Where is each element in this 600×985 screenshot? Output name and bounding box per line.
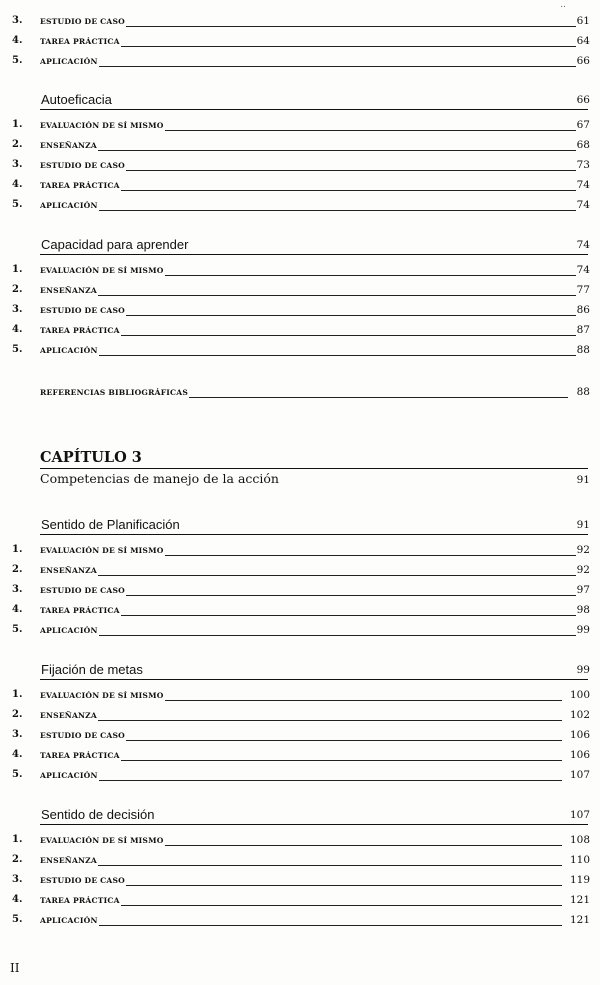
section-page: 66 — [576, 94, 590, 106]
entry-label: ENSEÑANZA — [40, 566, 98, 575]
entry-label: APLICACIÓN — [40, 916, 98, 925]
entry-page: 64 — [576, 35, 590, 47]
entry-label: APLICACIÓN — [40, 771, 98, 780]
entry-number: 5. — [12, 199, 23, 210]
entry-label: TAREA PRÁCTICA — [40, 896, 120, 905]
entry-label: ESTUDIO DE CASO — [40, 17, 125, 26]
toc-entry[interactable] — [0, 583, 600, 597]
toc-entry[interactable] — [0, 768, 600, 782]
entry-label: EVALUACIÓN DE SÍ MISMO — [40, 266, 164, 275]
entry-number: 5. — [12, 344, 23, 355]
entry-leader-rule — [40, 295, 580, 296]
toc-entry[interactable] — [0, 263, 600, 277]
section-page: 91 — [576, 519, 590, 531]
entry-label: EVALUACIÓN DE SÍ MISMO — [40, 121, 164, 130]
toc-entry[interactable] — [0, 873, 600, 887]
toc-entry[interactable] — [0, 708, 600, 722]
entry-number: 4. — [12, 35, 23, 46]
entry-number: 2. — [12, 709, 23, 720]
entry-label: EVALUACIÓN DE SÍ MISMO — [40, 546, 164, 555]
entry-page: 92 — [576, 544, 590, 556]
section-heading[interactable] — [0, 91, 600, 111]
section-heading[interactable] — [0, 661, 600, 681]
entry-label: APLICACIÓN — [40, 57, 98, 66]
entry-leader-rule — [40, 575, 580, 576]
entry-number: 3. — [12, 874, 23, 885]
toc-entry[interactable] — [0, 603, 600, 617]
section-rule — [40, 254, 588, 255]
entry-page: 74 — [576, 179, 590, 191]
toc-entry[interactable] — [0, 14, 600, 28]
toc-entry[interactable] — [0, 623, 600, 637]
section-heading[interactable] — [0, 236, 600, 256]
section-title: Fijación de metas — [41, 662, 143, 677]
entry-leader-rule — [40, 865, 562, 866]
section-rule — [40, 109, 588, 110]
entry-page: 100 — [569, 689, 590, 701]
chapter-page: 91 — [576, 474, 590, 486]
entry-page: 121 — [569, 894, 590, 906]
entry-leader-rule — [40, 210, 580, 211]
toc-entry[interactable] — [0, 303, 600, 317]
entry-label: TAREA PRÁCTICA — [40, 326, 120, 335]
toc-entry[interactable] — [0, 893, 600, 907]
entry-page: 121 — [569, 914, 590, 926]
toc-entry[interactable] — [0, 158, 600, 172]
entry-number: 3. — [12, 15, 23, 26]
entry-number: 3. — [12, 729, 23, 740]
entry-label: APLICACIÓN — [40, 346, 98, 355]
toc-entry[interactable] — [0, 853, 600, 867]
entry-leader-rule — [40, 925, 562, 926]
entry-label: ESTUDIO DE CASO — [40, 586, 125, 595]
entry-label: EVALUACIÓN DE SÍ MISMO — [40, 691, 164, 700]
entry-page: 68 — [576, 139, 590, 151]
entry-number: 5. — [12, 624, 23, 635]
toc-entry[interactable] — [0, 198, 600, 212]
entry-label: TAREA PRÁCTICA — [40, 606, 120, 615]
corner-mark: .. — [560, 0, 566, 10]
toc-entry[interactable] — [0, 833, 600, 847]
entry-page: 74 — [576, 264, 590, 276]
entry-number: 3. — [12, 159, 23, 170]
entry-number: 3. — [12, 304, 23, 315]
entry-page: 61 — [576, 15, 590, 27]
toc-entry[interactable] — [0, 728, 600, 742]
toc-entry[interactable] — [0, 563, 600, 577]
entry-number: 1. — [12, 264, 23, 275]
entry-page: 99 — [576, 624, 590, 636]
entry-number: 4. — [12, 894, 23, 905]
toc-entry[interactable] — [0, 343, 600, 357]
entry-leader-rule — [40, 66, 580, 67]
entry-label: TAREA PRÁCTICA — [40, 37, 120, 46]
entry-number: 1. — [12, 689, 23, 700]
entry-label: TAREA PRÁCTICA — [40, 181, 120, 190]
entry-label: ENSEÑANZA — [40, 141, 98, 150]
entry-number: 4. — [12, 604, 23, 615]
toc-entry[interactable] — [0, 118, 600, 132]
toc-entry[interactable] — [0, 323, 600, 337]
section-rule — [40, 534, 588, 535]
entry-page: 86 — [576, 304, 590, 316]
entry-label: ESTUDIO DE CASO — [40, 306, 125, 315]
entry-leader-rule — [40, 720, 562, 721]
section-rule — [40, 824, 588, 825]
entry-label: ENSEÑANZA — [40, 711, 98, 720]
toc-entry[interactable] — [0, 178, 600, 192]
entry-page: 98 — [576, 604, 590, 616]
section-title: Autoeficacia — [41, 92, 112, 107]
toc-entry[interactable] — [0, 688, 600, 702]
section-title: Sentido de Planificación — [41, 517, 180, 532]
section-heading[interactable] — [0, 516, 600, 536]
entry-leader-rule — [40, 46, 580, 47]
page-number-footer: II — [10, 961, 20, 975]
entry-number: 2. — [12, 284, 23, 295]
entry-page: 107 — [569, 769, 590, 781]
entry-number: 2. — [12, 564, 23, 575]
toc-entry[interactable] — [0, 54, 600, 68]
entry-number: 2. — [12, 854, 23, 865]
entry-label: ENSEÑANZA — [40, 856, 98, 865]
entry-leader-rule — [40, 355, 580, 356]
entry-label: ENSEÑANZA — [40, 286, 98, 295]
entry-page: 87 — [576, 324, 590, 336]
entry-number: 1. — [12, 834, 23, 845]
references-label: REFERENCIAS BIBLIOGRÁFICAS — [40, 388, 189, 397]
section-page: 107 — [569, 809, 590, 821]
entry-label: ESTUDIO DE CASO — [40, 161, 125, 170]
entry-label: ESTUDIO DE CASO — [40, 731, 125, 740]
section-page: 99 — [576, 664, 590, 676]
entry-label: APLICACIÓN — [40, 201, 98, 210]
entry-number: 5. — [12, 769, 23, 780]
toc-entry[interactable] — [0, 283, 600, 297]
chapter-title: CAPÍTULO 3 — [40, 449, 142, 466]
entry-page: 106 — [569, 729, 590, 741]
entry-page: 73 — [576, 159, 590, 171]
entry-page: 97 — [576, 584, 590, 596]
entry-leader-rule — [40, 150, 580, 151]
entry-leader-rule — [40, 635, 580, 636]
toc-entry[interactable] — [0, 748, 600, 762]
entry-leader-rule — [40, 780, 562, 781]
entry-leader-rule — [40, 190, 580, 191]
entry-number: 1. — [12, 119, 23, 130]
toc-entry[interactable] — [0, 543, 600, 557]
entry-number: 5. — [12, 55, 23, 66]
chapter-subtitle[interactable]: Competencias de manejo de la acción — [40, 471, 279, 486]
toc-entry[interactable] — [0, 913, 600, 927]
entry-number: 4. — [12, 749, 23, 760]
entry-page: 102 — [569, 709, 590, 721]
entry-page: 119 — [569, 874, 590, 886]
toc-entry[interactable] — [0, 138, 600, 152]
entry-page: 74 — [576, 199, 590, 211]
entry-label: TAREA PRÁCTICA — [40, 751, 120, 760]
entry-label: APLICACIÓN — [40, 626, 98, 635]
entry-leader-rule — [40, 615, 580, 616]
references-entry[interactable] — [0, 385, 600, 399]
references-page: 88 — [576, 386, 590, 398]
chapter-rule — [40, 468, 588, 469]
entry-label: ESTUDIO DE CASO — [40, 876, 125, 885]
entry-number: 1. — [12, 544, 23, 555]
entry-label: EVALUACIÓN DE SÍ MISMO — [40, 836, 164, 845]
toc-entry[interactable] — [0, 34, 600, 48]
entry-number: 3. — [12, 584, 23, 595]
section-title: Capacidad para aprender — [41, 237, 189, 252]
section-heading[interactable] — [0, 806, 600, 826]
section-page: 74 — [576, 239, 590, 251]
entry-page: 77 — [576, 284, 590, 296]
entry-page: 106 — [569, 749, 590, 761]
entry-number: 5. — [12, 914, 23, 925]
section-title: Sentido de decisión — [41, 807, 155, 822]
entry-number: 4. — [12, 324, 23, 335]
section-rule — [40, 679, 588, 680]
entry-page: 66 — [576, 55, 590, 67]
entry-page: 110 — [569, 854, 590, 866]
entry-number: 2. — [12, 139, 23, 150]
entry-page: 67 — [576, 119, 590, 131]
entry-leader-rule — [40, 335, 580, 336]
entry-number: 4. — [12, 179, 23, 190]
entry-page: 88 — [576, 344, 590, 356]
entry-page: 92 — [576, 564, 590, 576]
entry-page: 108 — [569, 834, 590, 846]
